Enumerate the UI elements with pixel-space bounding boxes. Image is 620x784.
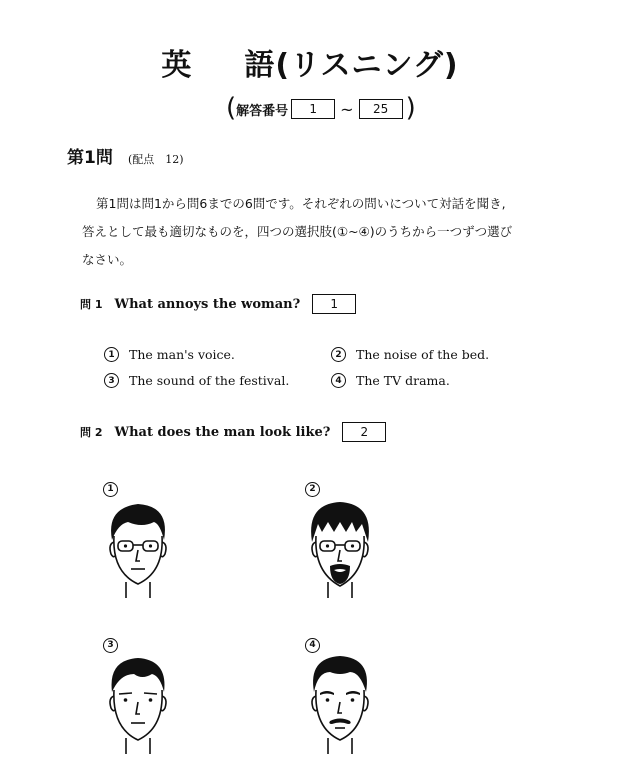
option-text: The sound of the festival. [129, 373, 290, 388]
face-short-hair-mustache-icon [300, 650, 380, 756]
question-1 [80, 294, 356, 314]
question-text: What annoys the woman? [114, 296, 301, 312]
instruction-line: 第1問は問1から問6までの6問です。それぞれの問いについて対話を聞き, [96, 196, 506, 211]
figure-label-1[interactable]: 1 [103, 476, 128, 497]
option-mark: 2 [331, 347, 346, 362]
page-title [0, 40, 620, 84]
paren-close: ) [405, 92, 416, 123]
answer-numbers-label: 解答番号 [236, 103, 289, 119]
question-number: 問 1 [80, 298, 103, 311]
face-spiky-hair-glasses-beard-icon [300, 494, 380, 600]
section-points: (配点 12) [127, 153, 184, 166]
range-tilde: ~ [340, 99, 354, 119]
option-text: The TV drama. [356, 373, 450, 388]
section-title: 第1問 [67, 148, 113, 168]
face-short-hair-glasses-icon [98, 494, 178, 600]
answer-box[interactable]: 2 [342, 422, 386, 442]
figure-label-4[interactable]: 4 [305, 632, 330, 653]
range-end-box: 25 [359, 99, 403, 119]
option-2[interactable] [331, 347, 489, 362]
instruction-line: 答えとして最も適切なものを，四つの選択肢(①~④)のうちから一つずつ選び [82, 224, 513, 239]
figure-label-2[interactable]: 2 [305, 476, 330, 497]
answer-box[interactable]: 1 [312, 294, 356, 314]
question-text: What does the man look like? [114, 424, 331, 440]
range-start-box: 1 [291, 99, 335, 119]
section-heading [67, 143, 184, 168]
option-text: The noise of the bed. [356, 347, 490, 362]
answer-number-range [226, 92, 416, 123]
figure-label-3[interactable]: 3 [103, 632, 128, 653]
instruction-line: なさい。 [82, 252, 133, 267]
instructions [82, 190, 562, 274]
question-2 [80, 422, 386, 442]
option-text: The man's voice. [129, 347, 235, 362]
option-4[interactable] [331, 373, 450, 388]
option-3[interactable] [104, 373, 289, 388]
option-mark: 3 [104, 373, 119, 388]
paren-open: ( [226, 92, 237, 123]
title-subject-a: 英 [161, 48, 193, 83]
title-subject-b: 語(リスニング) [244, 48, 459, 83]
question-number: 問 2 [80, 426, 103, 439]
option-mark: 4 [331, 373, 346, 388]
face-short-hair-icon [98, 650, 178, 756]
option-1[interactable] [104, 347, 235, 362]
option-mark: 1 [104, 347, 119, 362]
